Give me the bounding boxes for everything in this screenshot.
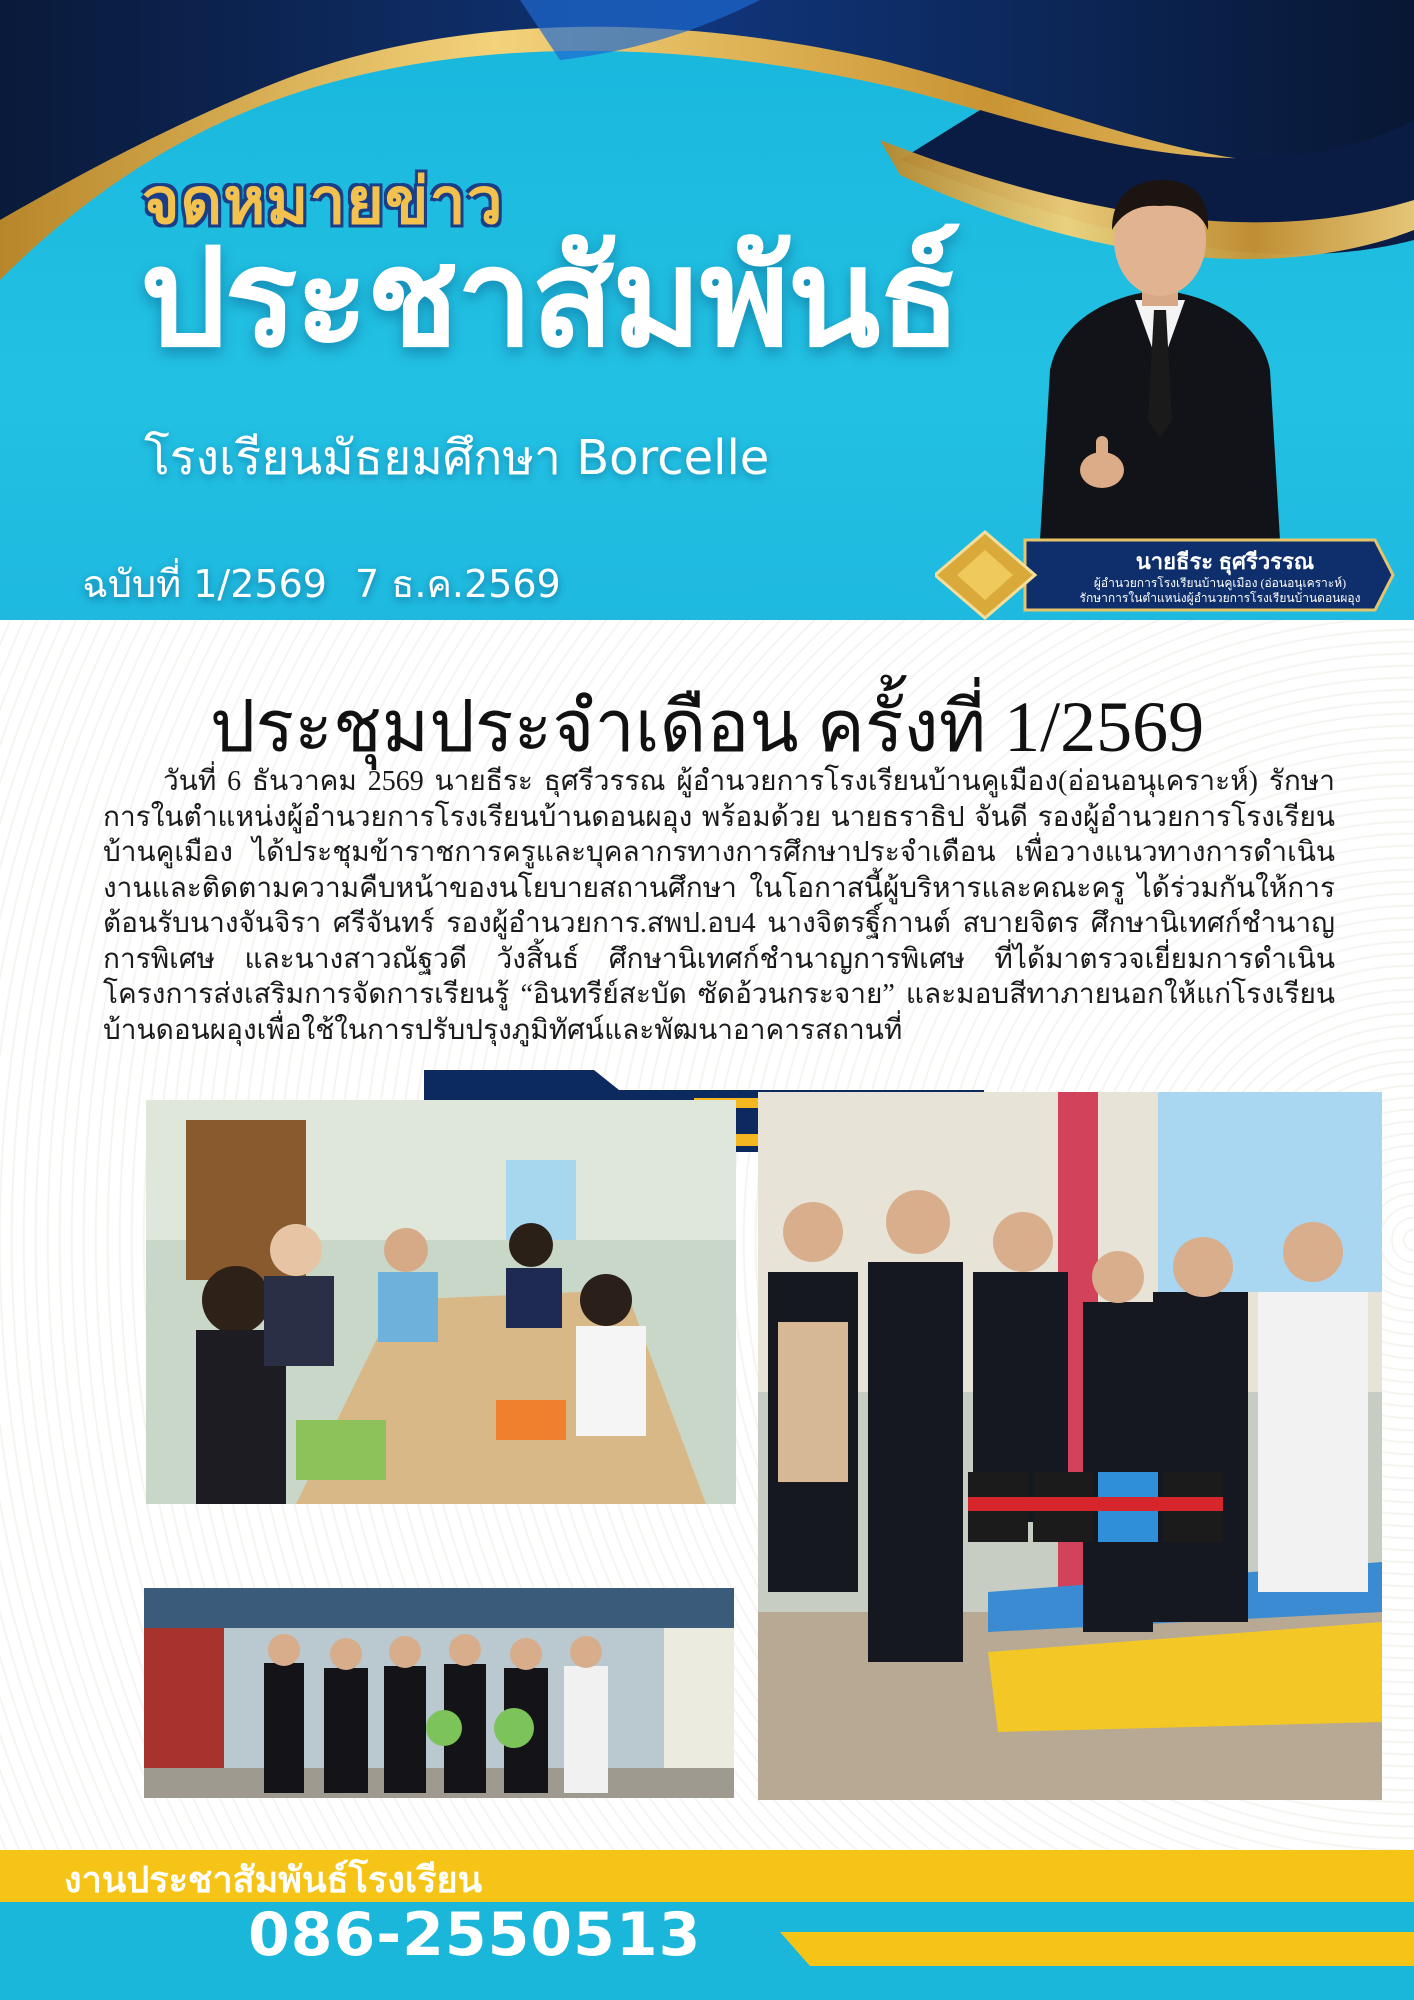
footer-department-label: งานประชาสัมพันธ์โรงเรียน: [64, 1860, 483, 1901]
issue-info: [82, 553, 561, 614]
director-name: นายธีระ ธุศรีวรรณ: [1135, 549, 1315, 574]
director-role-1: ผู้อำนวยการโรงเรียนบ้านคูเมือง (อ่อนอนุเคราะห์): [1093, 576, 1347, 590]
director-nameplate: [935, 530, 1395, 620]
issue-date: 7 ธ.ค.2569: [354, 562, 561, 606]
director-portrait: [1030, 170, 1290, 540]
director-role-2: รักษาการในตำแหน่งผู้อำนวยการโรงเรียนบ้านดอนผอุง: [1079, 591, 1361, 605]
newsletter-kicker: จดหมายข่าว: [142, 165, 504, 239]
group-photo: [144, 1588, 734, 1798]
article-body: วันที่ 6 ธันวาคม 2569 นายธีระ ธุศรีวรรณ ผู้อำนวยการโรงเรียนบ้านคูเมือง(อ่อนอนุเคราะห์) รักษาการในตำแหน่งผู้อำนวยการโรงเรียนบ้านดอนผอุง พร้อมด้วย นายธราธิป จันดี รองผู้อำนวยการโรงเรียนบ้านคูเมือง ได้ประชุมข้าราชการครูและบุคลากรทางการศึกษาประจำเดือน เพื่อวางแนวทางการดำเนินงานและติดตามความคืบหน้าของนโยบายสถานศึกษา ในโอกาสนี้ผู้บริหารและคณะครู ได้ร่วมกันให้การต้อนรับนางจันจิรา ศรีจันทร์ รองผู้อำนวยการ.สพป.อบ4 นางจิตรฐิ์กานต์ สบายจิตร ศึกษานิเทศก์ชำนาญการพิเศษ และนางสาวณัฐวดี วังสิ้นธ์ ศึกษานิเทศก์ชำนาญการพิเศษ ที่ได้มาตรวจเยี่ยมการดำเนินโครงการส่งเสริมการจัดการเรียนรู้ “อินทรีย์สะบัด ซัดอ้วนกระจาย” และมอบสีทาภายนอกให้แก่โรงเรียนบ้านดอนผอุงเพื่อใช้ในการปรับปรุงภูมิทัศน์และพัฒนาอาคารสถานที่: [103, 766, 1335, 1046]
issue-number: ฉบับที่ 1/2569: [82, 562, 327, 606]
footer-accent-stripe: [780, 1932, 1414, 1966]
paint-donation-photo: [758, 1092, 1382, 1800]
newsletter-header: [0, 0, 1414, 620]
article-headline: ประชุมประจำเดือน ครั้งที่ 1/2569: [209, 687, 1205, 767]
school-name: โรงเรียนมัธยมศึกษา Borcelle: [144, 430, 770, 486]
newsletter-title: ประชาสัมพันธ์: [140, 220, 960, 378]
meeting-photo: [146, 1100, 736, 1504]
footer-phone-number: 086-2550513: [248, 1900, 702, 1970]
